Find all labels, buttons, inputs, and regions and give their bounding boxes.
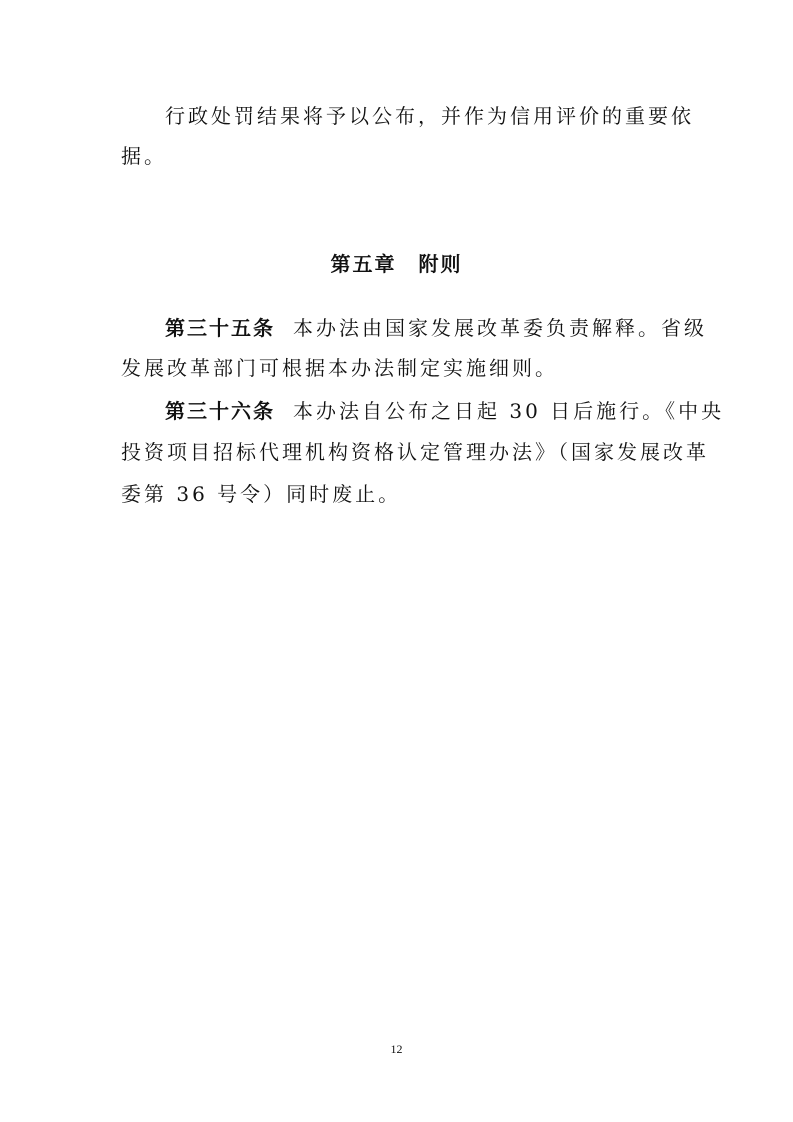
chapter-heading (0, 250, 793, 278)
chapter-number: 第五章 (330, 252, 397, 276)
article-36-line: 委第 36 号令）同时废止。 (121, 482, 402, 506)
article-label: 第三十五条 (165, 316, 275, 340)
article-36-line: 投资项目招标代理机构资格认定管理办法》（国家发展改革 (121, 440, 709, 464)
page-number: 12 (390, 1042, 403, 1056)
paragraph-line: 据。 (121, 144, 167, 168)
article-text: 本办法由国家发展改革委负责解释。省级 (293, 316, 707, 340)
article-35-line: 发展改革部门可根据本办法制定实施细则。 (121, 356, 558, 380)
paragraph-line: 行政处罚结果将予以公布，并作为信用评价的重要依 (165, 104, 694, 128)
article-36-line (165, 397, 725, 425)
article-35-line (165, 314, 707, 342)
chapter-title: 附则 (418, 252, 463, 276)
article-text: 本办法自公布之日起 30 日后施行。《中央 (293, 399, 725, 423)
article-label: 第三十六条 (165, 399, 275, 423)
